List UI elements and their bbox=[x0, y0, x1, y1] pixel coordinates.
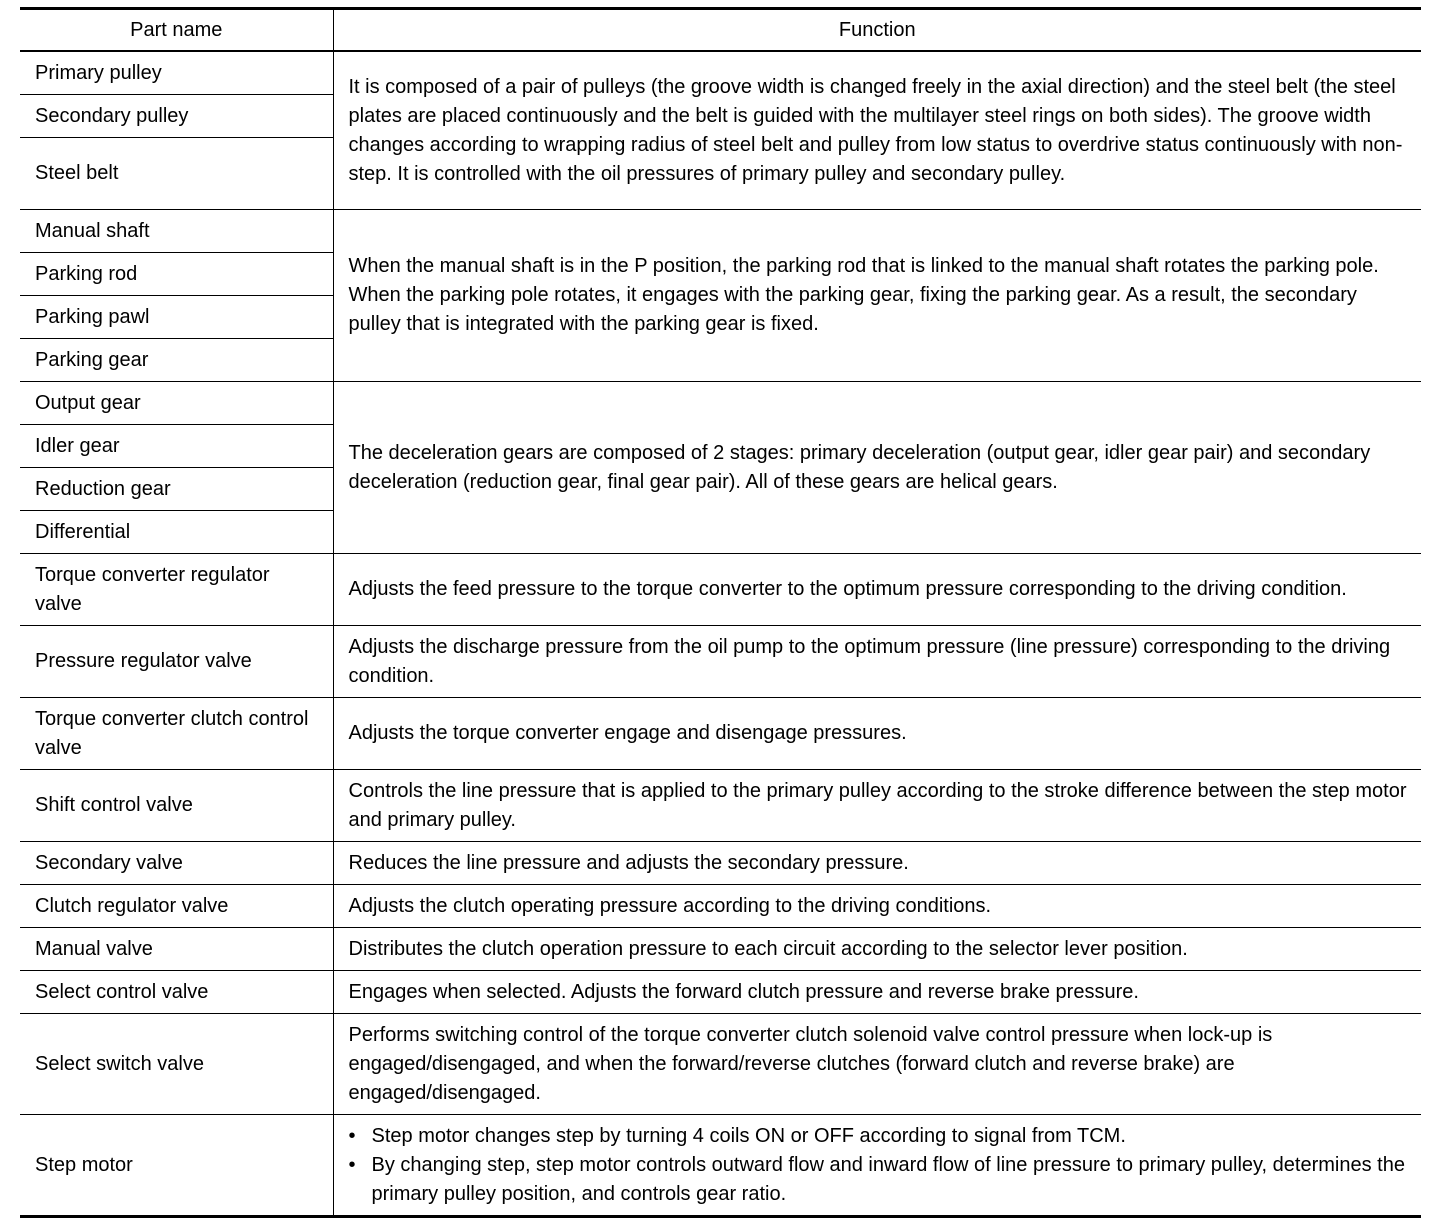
table-row bbox=[20, 842, 1421, 885]
part-name-cell: Select switch valve bbox=[20, 1014, 333, 1115]
function-cell: The deceleration gears are composed of 2 stages: primary deceleration (output gear, idler gear pair) and secondary deceleration (reduction gear, final gear pair). All of these gears are helical gears. bbox=[333, 382, 1421, 554]
bullet-text: By changing step, step motor controls outward flow and inward flow of line pressure to primary pulley, determines the primary pulley position, and controls gear ratio. bbox=[371, 1153, 1405, 1205]
table-row bbox=[20, 1115, 1421, 1217]
part-name-cell: Select control valve bbox=[20, 971, 333, 1014]
part-name-cell: Reduction gear bbox=[20, 468, 333, 511]
function-cell: Adjusts the discharge pressure from the oil pump to the optimum pressure (line pressure) corresponding to the driving condition. bbox=[333, 626, 1421, 698]
function-cell: Distributes the clutch operation pressure to each circuit according to the selector lever position. bbox=[333, 928, 1421, 971]
table-row bbox=[20, 382, 1421, 425]
function-cell bbox=[333, 1115, 1421, 1217]
header-function: Function bbox=[333, 9, 1421, 52]
table-row bbox=[20, 210, 1421, 253]
table-row bbox=[20, 626, 1421, 698]
part-name-cell: Parking pawl bbox=[20, 296, 333, 339]
function-cell: Engages when selected. Adjusts the forward clutch pressure and reverse brake pressure. bbox=[333, 971, 1421, 1014]
part-name-cell: Secondary valve bbox=[20, 842, 333, 885]
function-cell: When the manual shaft is in the P position, the parking rod that is linked to the manual shaft rotates the parking pole. When the parking pole rotates, it engages with the parking gear, fixing the parking gear. As a result, the secondary pulley that is integrated with the parking gear is fixed. bbox=[333, 210, 1421, 382]
table-row bbox=[20, 1014, 1421, 1115]
part-name-cell: Shift control valve bbox=[20, 770, 333, 842]
header-part-name: Part name bbox=[20, 9, 333, 52]
part-name-cell: Parking gear bbox=[20, 339, 333, 382]
list-item bbox=[349, 1122, 1410, 1151]
part-name-cell: Steel belt bbox=[20, 138, 333, 210]
part-name-cell: Secondary pulley bbox=[20, 95, 333, 138]
part-name-cell: Step motor bbox=[20, 1115, 333, 1217]
part-name-cell: Differential bbox=[20, 511, 333, 554]
part-name-cell: Primary pulley bbox=[20, 51, 333, 95]
function-cell: Reduces the line pressure and adjusts the secondary pressure. bbox=[333, 842, 1421, 885]
part-name-cell: Parking rod bbox=[20, 253, 333, 296]
part-name-cell: Torque converter regulator valve bbox=[20, 554, 333, 626]
bullet-icon: • bbox=[348, 1153, 356, 1176]
parts-function-table bbox=[20, 7, 1421, 1218]
bullet-icon: • bbox=[348, 1124, 356, 1147]
table-row bbox=[20, 928, 1421, 971]
part-name-cell: Manual shaft bbox=[20, 210, 333, 253]
table-row bbox=[20, 554, 1421, 626]
table-row bbox=[20, 885, 1421, 928]
part-name-cell: Manual valve bbox=[20, 928, 333, 971]
table-row bbox=[20, 51, 1421, 95]
part-name-cell: Torque converter clutch control valve bbox=[20, 698, 333, 770]
function-cell: It is composed of a pair of pulleys (the groove width is changed freely in the axial direction) and the steel belt (the steel plates are placed continuously and the belt is guided with the multilayer steel rings on both sides). The groove width changes according to wrapping radius of steel belt and pulley from low status to overdrive status continuously with non-step. It is controlled with the oil pressures of primary pulley and secondary pulley. bbox=[333, 51, 1421, 210]
list-item bbox=[349, 1151, 1410, 1209]
bullet-text: Step motor changes step by turning 4 coils ON or OFF according to signal from TCM. bbox=[371, 1124, 1126, 1147]
table-row bbox=[20, 971, 1421, 1014]
part-name-cell: Idler gear bbox=[20, 425, 333, 468]
part-name-cell: Clutch regulator valve bbox=[20, 885, 333, 928]
function-cell: Adjusts the torque converter engage and disengage pressures. bbox=[333, 698, 1421, 770]
function-cell: Adjusts the feed pressure to the torque converter to the optimum pressure corresponding to the driving condition. bbox=[333, 554, 1421, 626]
part-name-cell: Output gear bbox=[20, 382, 333, 425]
part-name-cell: Pressure regulator valve bbox=[20, 626, 333, 698]
function-cell: Performs switching control of the torque converter clutch solenoid valve control pressure when lock-up is engaged/disengaged, and when the forward/reverse clutches (forward clutch and reverse brake) are engaged/disengaged. bbox=[333, 1014, 1421, 1115]
function-cell: Controls the line pressure that is applied to the primary pulley according to the stroke difference between the step motor and primary pulley. bbox=[333, 770, 1421, 842]
header-row bbox=[20, 9, 1421, 52]
function-cell: Adjusts the clutch operating pressure according to the driving conditions. bbox=[333, 885, 1421, 928]
bullet-list bbox=[349, 1122, 1410, 1209]
table-row bbox=[20, 698, 1421, 770]
table-row bbox=[20, 770, 1421, 842]
